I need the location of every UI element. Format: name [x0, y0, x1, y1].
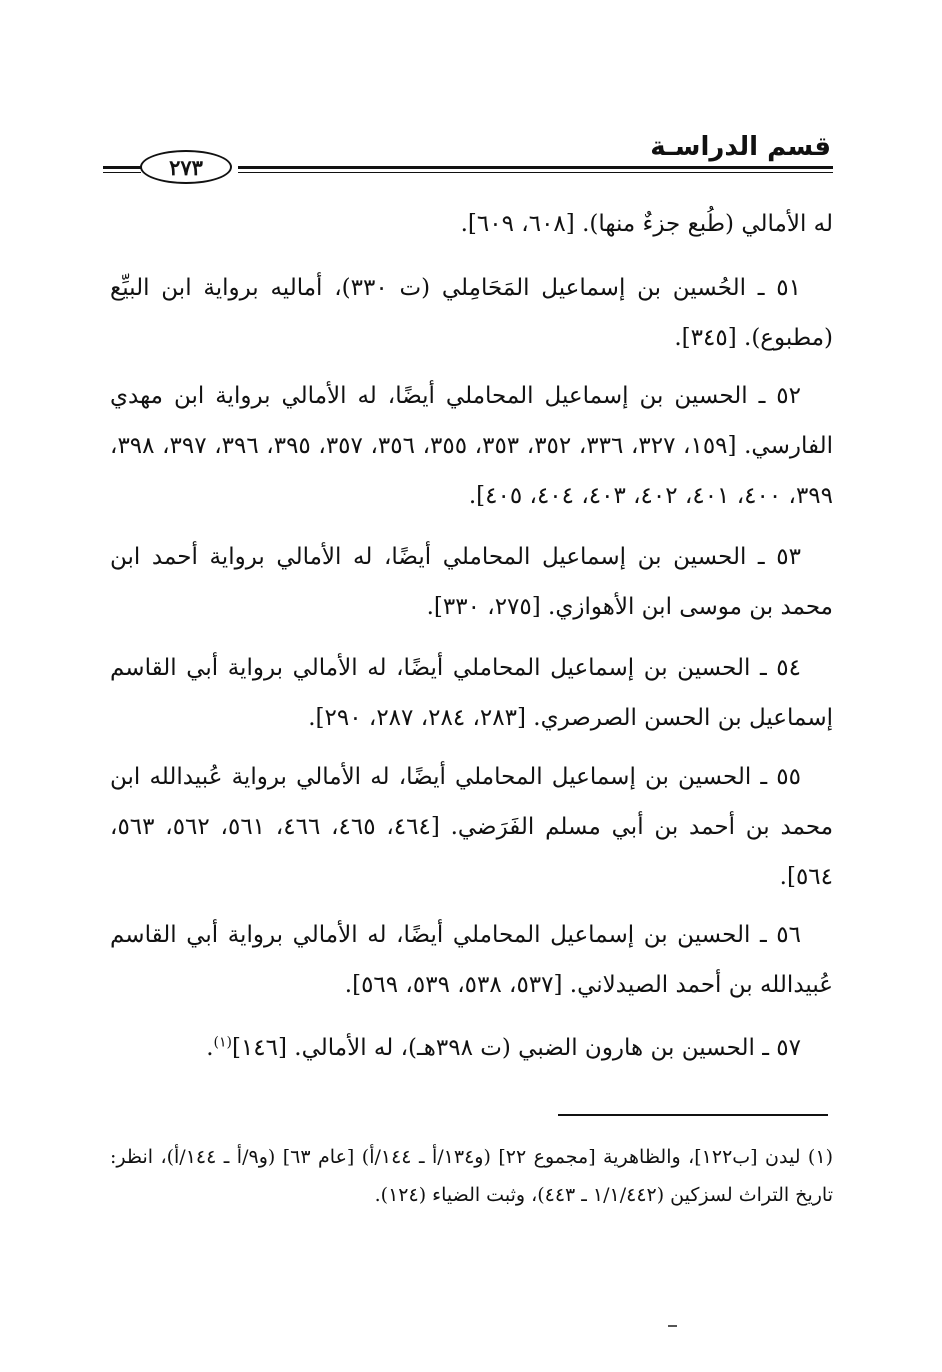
paragraph-54: ٥٤ ـ الحسين بن إسماعيل المحاملي أيضًا، له الأمالي برواية أبي القاسم إسماعيل بن الحسن الصرصري. [٢٨٣، ٢٨٤، ٢٨٧، ٢٩٠].	[110, 655, 833, 731]
footnote-ref[interactable]: (١)	[213, 1034, 232, 1051]
paragraph-57-text: ٥٧ ـ الحسين بن هارون الضبي (ت ٣٩٨هـ)، له الأمالي. [١٤٦]	[231, 1035, 801, 1061]
header-rule-short-thin	[103, 172, 141, 173]
paragraph-0: له الأمالي (طُبع جزءٌ منها). [٦٠٨، ٦٠٩].	[460, 211, 833, 237]
footnote-separator	[558, 1114, 828, 1116]
page-number-text: ٢٧٣	[169, 154, 203, 180]
paragraph-51: ٥١ ـ الحُسين بن إسماعيل المَحَامِلي (ت ٣٣٠)، أماليه برواية ابن البيِّع (مطبوع). [٣٤٥].	[110, 275, 833, 351]
bottom-mark	[668, 1325, 677, 1327]
header-rule-short-thick	[103, 166, 141, 169]
paragraph-57	[110, 1023, 833, 1073]
paragraph-52: ٥٢ ـ الحسين بن إسماعيل المحاملي أيضًا، له الأمالي برواية ابن مهدي الفارسي. [١٥٩، ٣٢٧، ٣٣٦، ٣٥٢، ٣٥٣، ٣٥٥، ٣٥٦، ٣٥٧، ٣٩٥، ٣٩٦، ٣٩٧، ٣٩٨، ٣٩٩، ٤٠٠، ٤٠١، ٤٠٢، ٤٠٣، ٤٠٤، ٤٠٥].	[110, 383, 834, 509]
paragraph-56: ٥٦ ـ الحسين بن إسماعيل المحاملي أيضًا، له الأمالي برواية أبي القاسم عُبيدالله بن أحمد الصيدلاني. [٥٣٧، ٥٣٨، ٥٣٩، ٥٦٩].	[110, 922, 833, 998]
paragraph-53: ٥٣ ـ الحسين بن إسماعيل المحاملي أيضًا، له الأمالي برواية أحمد ابن محمد بن موسى ابن الأهوازي. [٢٧٥، ٣٣٠].	[110, 544, 833, 620]
running-title: قسم الدراسـة	[650, 132, 831, 162]
paragraph-55: ٥٥ ـ الحسين بن إسماعيل المحاملي أيضًا، له الأمالي برواية عُبيدالله ابن محمد بن أحمد بن أبي مسلم الفَرَضي. [٤٦٤، ٤٦٥، ٤٦٦، ٥٦١، ٥٦٢، ٥٦٣، ٥٦٤].	[110, 764, 834, 890]
header-rule-thick	[238, 166, 833, 169]
footnote-1: (١) ليدن [ب١٢٢]، والظاهرية [مجموع ٢٢] (و١٣٤/أ ـ ١٤٤/أ) [عام ٦٣] (و٩/أ ـ ١٤٤/أ)، انظر: تاريخ التراث لسزكين (١/١/٤٤٢ ـ ٤٤٣)، وثبت الضياء (١٢٤).	[110, 1146, 833, 1206]
header-rule-thin	[238, 172, 833, 173]
page-number	[140, 150, 232, 184]
paragraph-57-end: .	[206, 1035, 214, 1061]
